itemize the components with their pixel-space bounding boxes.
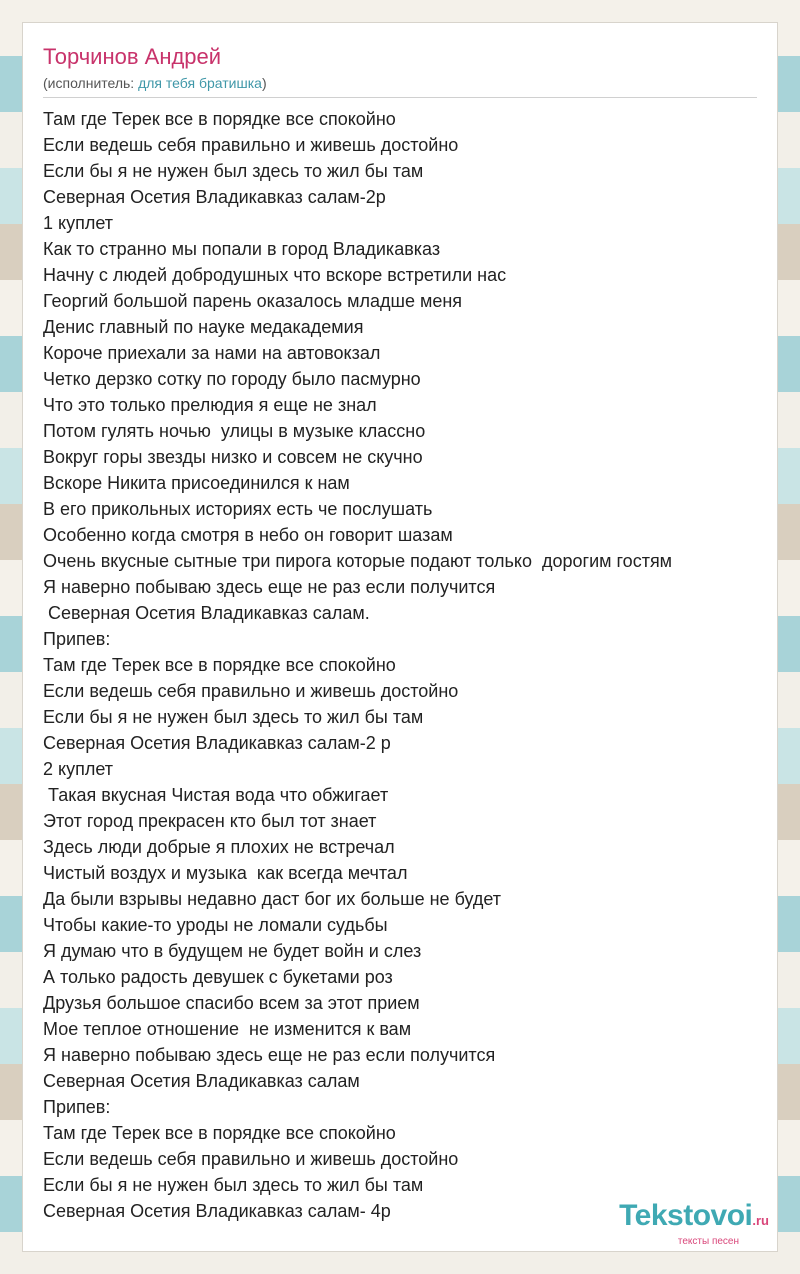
lyric-line: Чтобы какие-то уроды не ломали судьбы [43,915,388,935]
logo-name: Tekstovoi [619,1199,753,1232]
logo-tld: .ru [752,1213,769,1228]
song-title: Торчинов Андрей [43,44,222,69]
lyric-line: Припев: [43,1097,111,1117]
artist-link[interactable]: для тебя братишка [138,75,262,91]
lyric-line: Северная Осетия Владикавказ салам- 4р [43,1201,391,1221]
lyrics-text [43,106,773,1224]
lyric-line: Короче приехали за нами на автовокзал [43,343,381,363]
lyric-line: Северная Осетия Владикавказ салам-2 р [43,733,391,753]
logo-wordmark [619,1201,769,1236]
lyric-line: Как то странно мы попали в город Владикавказ [43,239,441,259]
lyric-line: Северная Осетия Владикавказ салам [43,1071,360,1091]
lyric-line: Да были взрывы недавно даст бог их больше не будет [43,889,502,909]
lyric-line: Георгий большой парень оказалось младше меня [43,291,463,311]
lyric-line: Если ведешь себя правильно и живешь достойно [43,681,459,701]
lyric-line: 1 куплет [43,213,113,233]
lyric-line: Вокруг горы звезды низко и совсем не скучно [43,447,423,467]
header-divider [43,97,757,98]
artist-suffix: ) [261,75,267,91]
lyric-line: Северная Осетия Владикавказ салам. [43,603,370,623]
lyric-line: Там где Терек все в порядке все спокойно [43,109,396,129]
lyric-line: Такая вкусная Чистая вода что обжигает [43,785,389,805]
lyric-line: Что это только прелюдия я еще не знал [43,395,377,415]
lyric-line: Там где Терек все в порядке все спокойно [43,655,396,675]
lyrics-card [22,22,778,1252]
lyric-line: Этот город прекрасен кто был тот знает [43,811,377,831]
lyric-line: Четко дерзко сотку по городу было пасмурно [43,369,421,389]
lyric-line: А только радость девушек с букетами роз [43,967,393,987]
lyric-line: Чистый воздух и музыка как всегда мечтал [43,863,408,883]
lyric-line: Здесь люди добрые я плохих не встречал [43,837,395,857]
lyric-line: Вскоре Никита присоединился к нам [43,473,350,493]
lyric-line: Особенно когда смотря в небо он говорит шазам [43,525,453,545]
lyric-line: Если ведешь себя правильно и живешь достойно [43,1149,459,1169]
lyric-line: Мое теплое отношение не изменится к вам [43,1019,412,1039]
site-logo[interactable] [619,1201,769,1247]
lyric-line: Там где Терек все в порядке все спокойно [43,1123,396,1143]
lyric-line: Я думаю что в будущем не будет войн и слез [43,941,422,961]
lyric-line: В его прикольных историях есть че послушать [43,499,433,519]
lyric-line: Северная Осетия Владикавказ салам-2р [43,187,386,207]
lyric-line: Если ведешь себя правильно и живешь достойно [43,135,459,155]
lyric-line: Очень вкусные сытные три пирога которые подают только дорогим гостям [43,551,673,571]
lyric-line: Денис главный по науке медакадемия [43,317,364,337]
lyric-line: 2 куплет [43,759,113,779]
logo-tagline: тексты песен [677,1236,739,1247]
artist-prefix: (исполнитель: [43,75,139,91]
lyric-line: Если бы я не нужен был здесь то жил бы там [43,1175,424,1195]
lyric-line: Начну с людей добродушных что вскоре встретили нас [43,265,507,285]
lyric-line: Припев: [43,629,111,649]
lyric-line: Потом гулять ночью улицы в музыке классно [43,421,426,441]
lyric-line: Я наверно побываю здесь еще не раз если получится [43,577,496,597]
lyric-line: Я наверно побываю здесь еще не раз если получится [43,1045,496,1065]
lyric-line: Друзья большое спасибо всем за этот прием [43,993,420,1013]
lyric-line: Если бы я не нужен был здесь то жил бы там [43,161,424,181]
lyric-line: Если бы я не нужен был здесь то жил бы там [43,707,424,727]
artist-line [43,74,267,92]
